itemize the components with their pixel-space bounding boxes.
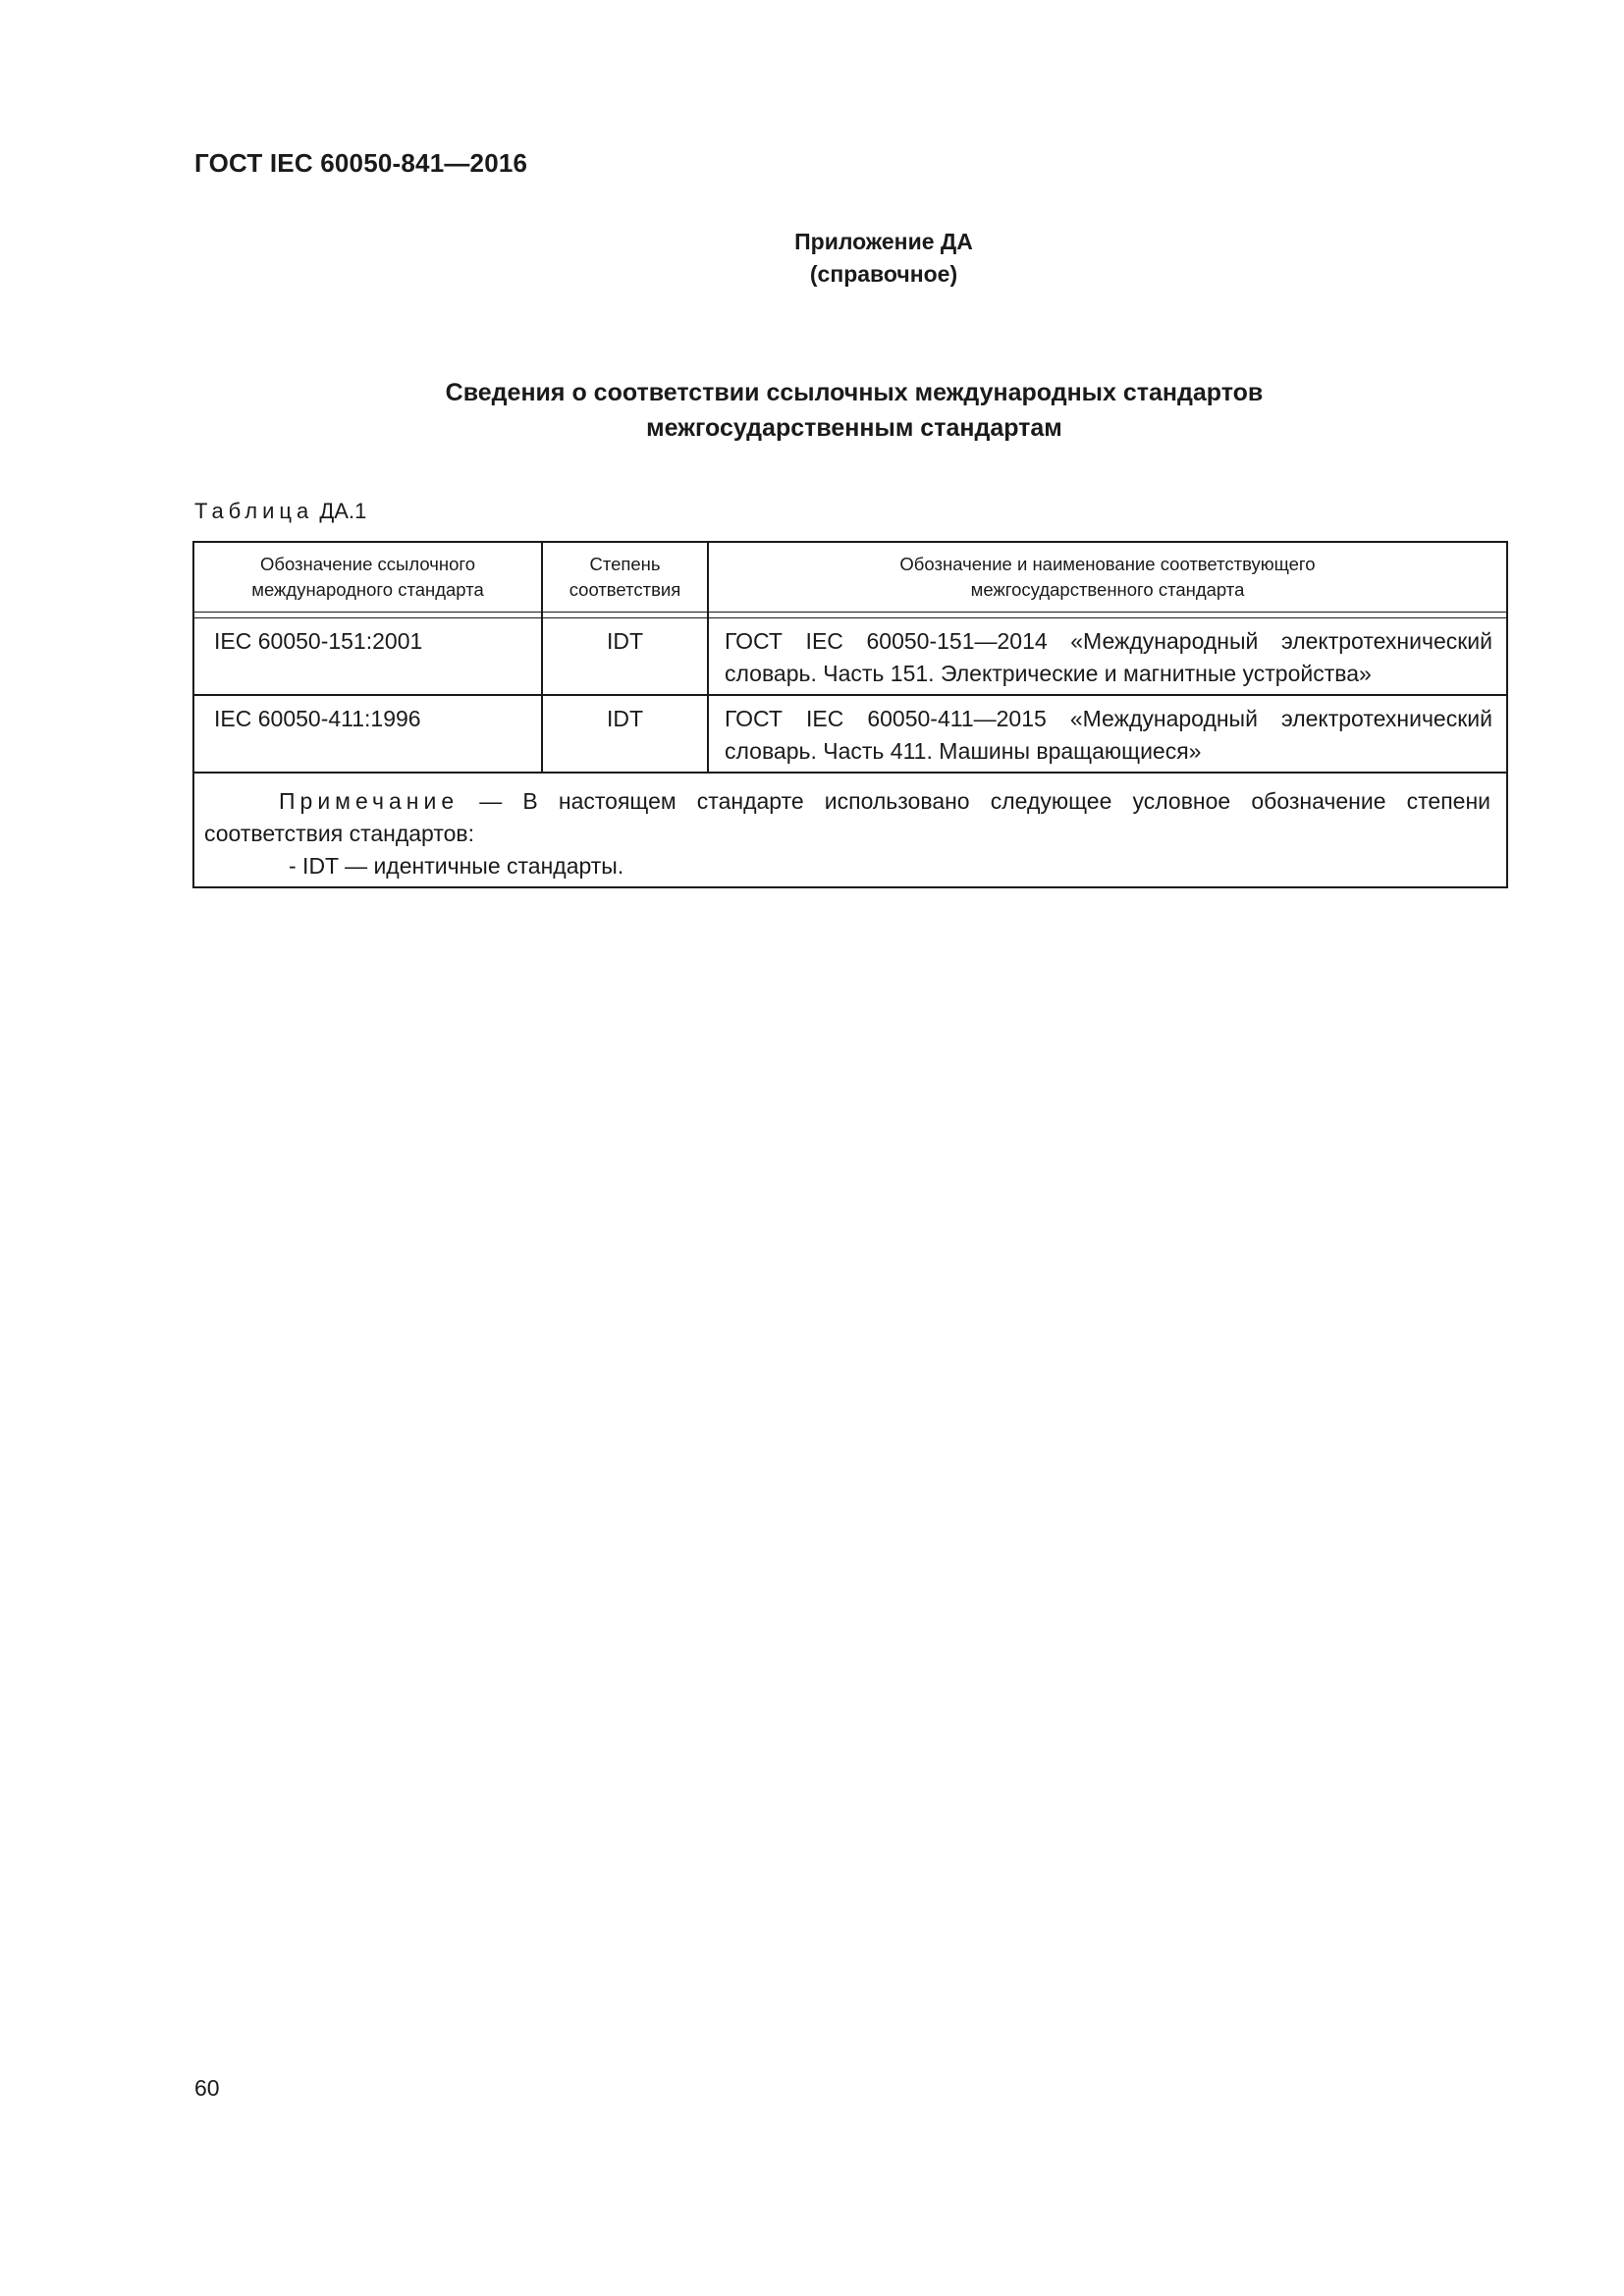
section-title-line-2: межгосударственным стандартам xyxy=(646,414,1062,442)
table-caption-word: Таблица xyxy=(194,499,314,523)
column-header-interstate xyxy=(709,543,1506,612)
annex-title: Приложение ДА xyxy=(794,229,973,254)
column-header-text: соответствия xyxy=(568,579,681,600)
rule-cell xyxy=(709,613,1506,617)
table-row xyxy=(194,618,1506,696)
cell-interstate: ГОСТ IEC 60050-411—2015 «Международный электротехнический словарь. Часть 411. Машины вращающиеся» xyxy=(725,706,1492,764)
cell-interstate: ГОСТ IEC 60050-151—2014 «Международный электротехнический словарь. Часть 151. Электрические и магнитные устройства» xyxy=(725,628,1492,686)
table-caption-number: ДА.1 xyxy=(319,499,367,523)
section-title xyxy=(373,375,1335,446)
note-bullet: - IDT — идентичные стандарты. xyxy=(289,853,624,879)
table-note xyxy=(194,774,1506,886)
cell-degree: IDT xyxy=(543,696,709,772)
note-text xyxy=(204,785,1490,850)
section-title-line-1: Сведения о соответствии ссылочных международных стандартов xyxy=(445,379,1264,406)
column-header-text: Обозначение и наименование соответствующего xyxy=(899,554,1316,574)
table-row xyxy=(194,696,1506,774)
column-header-text: Обозначение ссылочного xyxy=(259,554,475,574)
table-caption xyxy=(194,499,366,524)
correspondence-table xyxy=(192,541,1508,888)
rule-cell xyxy=(543,613,709,617)
cell-international: IEC 60050-411:1996 xyxy=(194,696,543,772)
table-header-row xyxy=(194,543,1506,613)
annex-subtitle: (справочное) xyxy=(809,261,958,287)
column-header-text: Степень xyxy=(589,554,661,574)
note-label: Примечание xyxy=(279,788,460,814)
column-header-text: международного стандарта xyxy=(251,579,484,600)
column-header-international xyxy=(194,543,543,612)
column-header-degree xyxy=(543,543,709,612)
note-body: — В настоящем стандарте использовано следующее условное обозначение степени соответствия стандартов: xyxy=(204,788,1490,846)
cell-international: IEC 60050-151:2001 xyxy=(194,618,543,694)
column-header-text: межгосударственного стандарта xyxy=(970,579,1245,600)
document-id-header: ГОСТ IEC 60050-841—2016 xyxy=(194,148,528,178)
rule-cell xyxy=(194,613,543,617)
cell-degree: IDT xyxy=(543,618,709,694)
page-number: 60 xyxy=(194,2075,220,2101)
